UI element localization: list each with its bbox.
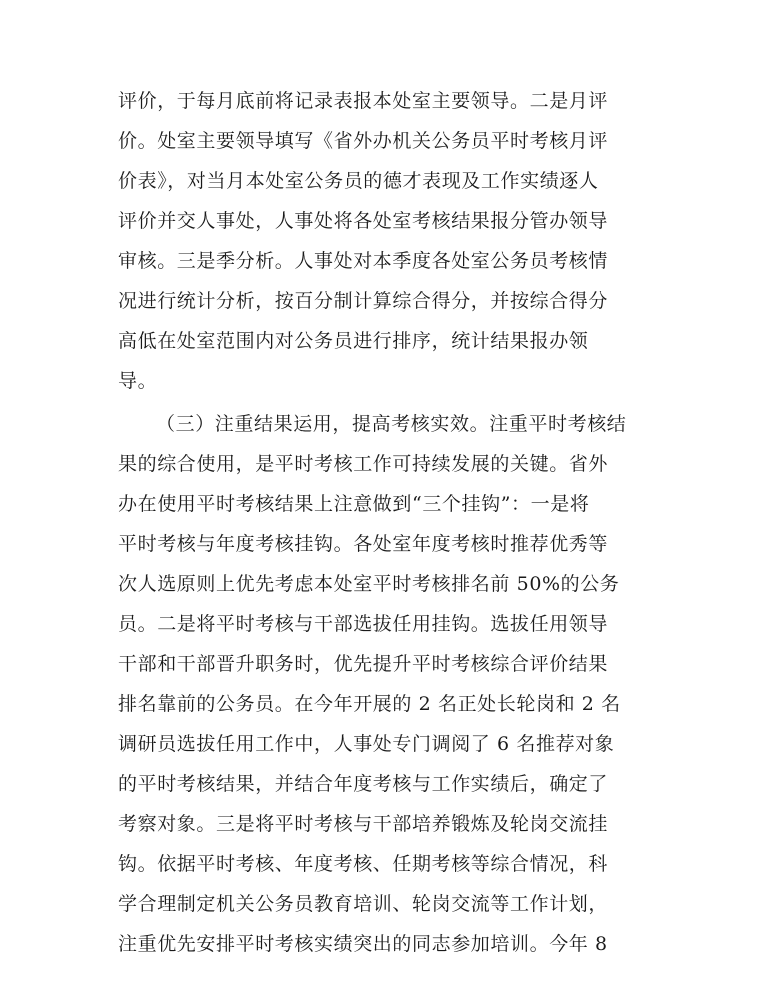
text-line: 评价并交人事处，人事处将各处室考核结果报分管办领导 bbox=[118, 210, 609, 232]
text-line: 次人选原则上优先考虑本处室平时考核排名前 50%的公务 bbox=[118, 573, 620, 595]
paragraph-first-line: （三）注重结果运用，提高考核实效。注重平时考核结 bbox=[156, 413, 627, 435]
text-line: 办在使用平时考核结果上注意做到“三个挂钩”：一是将 bbox=[118, 493, 590, 515]
text-line: 导。 bbox=[118, 370, 158, 392]
text-line: 调研员选拔任用工作中，人事处专门调阅了 6 名推荐对象 bbox=[118, 733, 615, 755]
text-line: 考察对象。三是将平时考核与干部培养锻炼及轮岗交流挂 bbox=[118, 813, 609, 835]
text-line: 钩。依据平时考核、年度考核、任期考核等综合情况，科 bbox=[118, 853, 609, 875]
text-line: 高低在处室范围内对公务员进行排序，统计结果报办领 bbox=[118, 330, 589, 352]
text-line: 员。二是将平时考核与干部选拔任用挂钩。选拔任用领导 bbox=[118, 613, 609, 635]
text-line: 果的综合使用，是平时考核工作可持续发展的关键。省外 bbox=[118, 453, 609, 475]
text-line: 学合理制定机关公务员教育培训、轮岗交流等工作计划， bbox=[118, 893, 609, 915]
text-line: 审核。三是季分析。人事处对本季度各处室公务员考核情 bbox=[118, 250, 609, 272]
text-line: 排名靠前的公务员。在今年开展的 2 名正处长轮岗和 2 名 bbox=[118, 693, 621, 715]
text-line: 价。处室主要领导填写《省外办机关公务员平时考核月评 bbox=[118, 130, 609, 152]
text-line: 平时考核与年度考核挂钩。各处室年度考核时推荐优秀等 bbox=[118, 533, 609, 555]
text-line: 的平时考核结果，并结合年度考核与工作实绩后，确定了 bbox=[118, 773, 609, 795]
text-line: 价表》，对当月本处室公务员的德才表现及工作实绩逐人 bbox=[118, 170, 599, 192]
text-line: 注重优先安排平时考核实绩突出的同志参加培训。今年 8 bbox=[118, 933, 608, 955]
text-line: 况进行统计分析，按百分制计算综合得分，并按综合得分 bbox=[118, 290, 609, 312]
text-line: 干部和干部晋升职务时，优先提升平时考核综合评价结果 bbox=[118, 653, 609, 675]
text-line: 评价，于每月底前将记录表报本处室主要领导。二是月评 bbox=[118, 90, 609, 112]
